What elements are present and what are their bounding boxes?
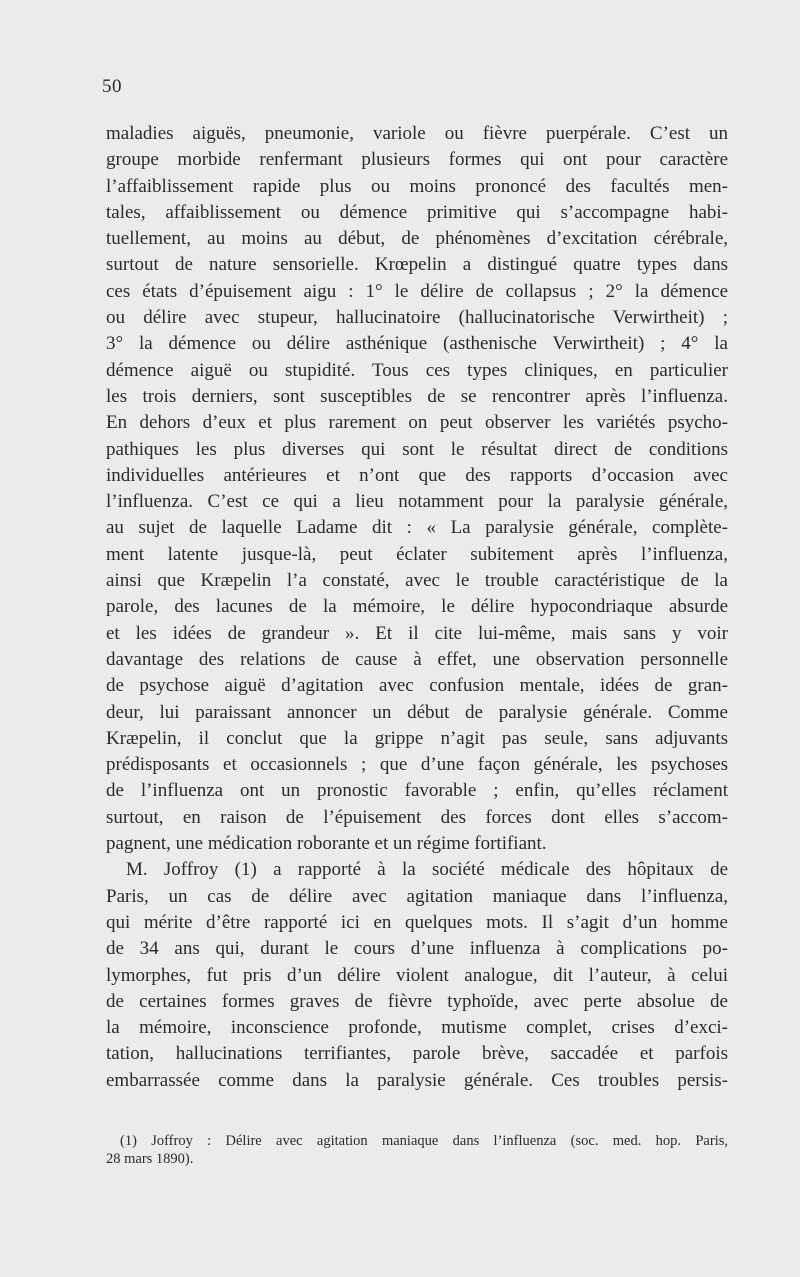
text-line: embarrassée comme dans la paralysie générale. Ces troubles persis- xyxy=(106,1069,728,1091)
text-line: prédisposants et occasionnels ; que d’une façon générale, les psychoses xyxy=(106,754,728,776)
footnote-line: (1) Joffroy : Délire avec agitation maniaque dans l’influenza (soc. med. hop. Paris, xyxy=(120,1133,728,1149)
text-line: qui mérite d’être rapporté ici en quelques mots. Il s’agit d’un homme xyxy=(106,911,728,933)
text-line: tuellement, au moins au début, de phénomènes d’excitation cérébrale, xyxy=(106,228,728,250)
text-line: ainsi que Kræpelin l’a constaté, avec le trouble caractéristique de la xyxy=(106,570,728,592)
text-line: la mémoire, inconscience profonde, mutisme complet, crises d’exci- xyxy=(106,1017,728,1039)
footnote xyxy=(106,1132,728,1168)
text-line: et les idées de grandeur ». Et il cite lui-même, mais sans y voir xyxy=(106,622,728,644)
text-line: pathiques les plus diverses qui sont le résultat direct de conditions xyxy=(106,438,728,460)
text-line: Kræpelin, il conclut que la grippe n’agit pas seule, sans adjuvants xyxy=(106,727,728,749)
text-line: de l’influenza ont un pronostic favorable ; enfin, qu’elles réclament xyxy=(106,780,728,802)
footnote-line: 28 mars 1890). xyxy=(106,1151,194,1167)
page-number: 50 xyxy=(102,76,122,97)
text-line: de psychose aiguë d’agitation avec confusion mentale, idées de gran- xyxy=(106,675,728,697)
text-line: surtout de nature sensorielle. Krœpelin a distingué quatre types dans xyxy=(106,254,728,276)
text-line: lymorphes, fut pris d’un délire violent analogue, dit l’auteur, à celui xyxy=(106,964,728,986)
text-line: de 34 ans qui, durant le cours d’une influenza à complications po- xyxy=(106,938,728,960)
text-line: parole, des lacunes de la mémoire, le délire hypocondriaque absurde xyxy=(106,596,728,618)
text-line: En dehors d’eux et plus rarement on peut observer les variétés psycho- xyxy=(106,412,728,434)
text-line: maladies aiguës, pneumonie, variole ou fièvre puerpérale. C’est un xyxy=(106,123,728,144)
paragraph-2 xyxy=(106,857,728,1094)
text-line: 3° la démence ou délire asthénique (asthenische Verwirtheit) ; 4° la xyxy=(106,333,728,355)
text-line: ou délire avec stupeur, hallucinatoire (hallucinatorische Verwirtheit) ; xyxy=(106,307,728,329)
text-line: ces états d’épuisement aigu : 1° le délire de collapsus ; 2° la démence xyxy=(106,280,728,302)
text-line: de certaines formes graves de fièvre typhoïde, avec perte absolue de xyxy=(106,990,728,1012)
text-line: au sujet de laquelle Ladame dit : « La paralysie générale, complète- xyxy=(106,517,728,539)
text-line: groupe morbide renfermant plusieurs formes qui ont pour caractère xyxy=(106,149,728,171)
text-line: M. Joffroy (1) a rapporté à la société médicale des hôpitaux de xyxy=(126,859,728,881)
text-line: tales, affaiblissement ou démence primitive qui s’accompagne habi- xyxy=(106,201,728,223)
text-line: l’influenza. C’est ce qui a lieu notamment pour la paralysie générale, xyxy=(106,491,728,513)
body-text xyxy=(106,121,728,1094)
text-line: Paris, un cas de délire avec agitation maniaque dans l’influenza, xyxy=(106,885,728,907)
text-line: davantage des relations de cause à effet, une observation personnelle xyxy=(106,648,728,670)
text-line: l’affaiblissement rapide plus ou moins prononcé des facultés men- xyxy=(106,175,728,197)
text-line: deur, lui paraissant annoncer un début de paralysie générale. Comme xyxy=(106,701,728,723)
text-line: surtout, en raison de l’épuisement des forces dont elles s’accom- xyxy=(106,806,728,828)
paragraph-1 xyxy=(106,121,728,857)
text-line: les trois derniers, sont susceptibles de se rencontrer après l’influenza. xyxy=(106,385,728,407)
text-line: ment latente jusque-là, peut éclater subitement après l’influenza, xyxy=(106,543,728,565)
text-line: pagnent, une médication roborante et un régime fortifiant. xyxy=(106,833,547,855)
text-line: tation, hallucinations terrifiantes, parole brève, saccadée et parfois xyxy=(106,1043,728,1065)
text-line: démence aiguë ou stupidité. Tous ces types cliniques, en particulier xyxy=(106,359,728,381)
text-line: individuelles antérieures et n’ont que des rapports d’occasion avec xyxy=(106,464,728,486)
